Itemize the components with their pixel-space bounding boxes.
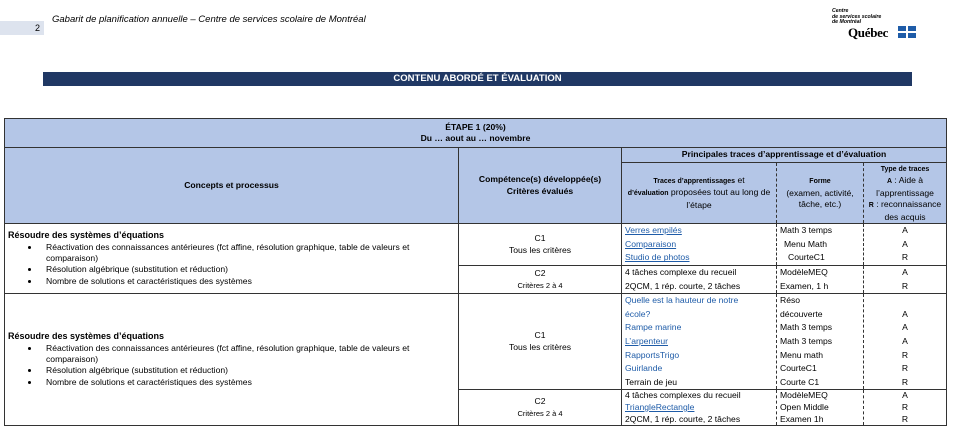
competence-criteria: Critères 2 à 4 <box>517 280 563 290</box>
planning-table <box>4 118 947 426</box>
forme-cell: Math 3 temps Menu Math CourteC1 <box>777 224 864 266</box>
subheader-traces: Traces d’apprentissages et d’évaluation proposées tout au long de l’étape <box>622 163 777 224</box>
subheader-type: Type de traces A : Aide à l’apprentissage R : reconnaissance des acquis <box>864 163 947 224</box>
etape-title: ÉTAPE 1 (20%) <box>445 121 506 132</box>
concept-bullet: • Réactivation des connaissances antérieures (fct affine, résolution graphique, table de valeurs et comparaison) <box>40 343 455 366</box>
competence-criteria: Tous les critères <box>508 341 572 352</box>
concept-title: Résoudre des systèmes d’équations <box>8 230 165 241</box>
competence-c2-cell <box>459 390 622 426</box>
trace-link[interactable]: Quelle est la hauteur de notre <box>625 295 739 306</box>
fleurdelise-flag-icon <box>898 26 916 38</box>
logo-small-text: Centre de services scolaire de Montréal <box>832 8 882 26</box>
concept-bullet: • Nombre de solutions et caractéristiques des systèmes <box>40 276 455 287</box>
section-banner: CONTENU ABORDÉ ET ÉVALUATION <box>43 72 912 86</box>
forme-cell: ModèleMEQ Examen, 1 h <box>777 266 864 294</box>
col-header-competences: Compétence(s) développée(s) Critères évalués <box>459 148 622 224</box>
concept-bullet: • Réactivation des connaissances antérieures (fct affine, résolution graphique, table de valeurs et comparaison) <box>40 242 455 265</box>
competence-label: C2 <box>534 396 546 407</box>
trace-link[interactable]: Studio de photos <box>625 252 690 263</box>
concept-bullet: • Résolution algébrique (substitution et réduction) <box>40 264 455 275</box>
document-title: Gabarit de planification annuelle – Centre de services scolaire de Montréal <box>52 14 366 25</box>
trace-link[interactable]: Comparaison <box>625 238 677 249</box>
quebec-logo <box>828 8 923 42</box>
concept-cell-2 <box>5 294 459 426</box>
col-header-concepts: Concepts et processus <box>5 148 459 224</box>
competence-criteria: Critères 2 à 4 <box>517 408 563 418</box>
type-cell: A A A R R R <box>864 294 947 390</box>
competence-c1-cell <box>459 294 622 390</box>
competence-criteria: Tous les critères <box>508 244 572 255</box>
concept-bullet: • Nombre de solutions et caractéristiques des systèmes <box>40 377 455 388</box>
subheader-forme: Forme (examen, activité, tâche, etc.) <box>777 163 864 224</box>
traces-cell: Quelle est la hauteur de notre école? Rampe marine L’arpenteur RapportsTrigo Guirlande Terrain de jeu <box>622 294 777 390</box>
trace-link[interactable]: Guirlande <box>625 363 663 374</box>
traces-cell: 4 tâches complexes du recueil TriangleRectangle 2QCM, 1 rép. courte, 2 tâches <box>622 390 777 426</box>
trace-link[interactable]: Rampe marine <box>625 322 682 333</box>
trace-link[interactable]: école? <box>625 308 651 319</box>
competence-c1-cell <box>459 224 622 266</box>
trace-link[interactable]: TriangleRectangle <box>625 401 695 412</box>
etape-header <box>5 119 947 148</box>
logo-quebec-text: Québec <box>848 25 889 40</box>
concept-cell-1 <box>5 224 459 294</box>
competence-label: C1 <box>534 330 546 341</box>
etape-dates: Du … aout au … novembre <box>420 133 531 143</box>
col-header-traces: Principales traces d’apprentissage et d’évaluation <box>622 148 947 163</box>
competence-c2-cell <box>459 266 622 294</box>
concept-title: Résoudre des systèmes d’équations <box>8 331 165 342</box>
forme-cell: ModèleMEQ Open Middle Examen 1h <box>777 390 864 426</box>
type-cell: A R <box>864 266 947 294</box>
traces-cell <box>622 224 777 266</box>
forme-cell: Réso découverte Math 3 temps Math 3 temps Menu math CourteC1 Courte C1 <box>777 294 864 390</box>
trace-link[interactable]: L’arpenteur <box>625 336 669 346</box>
competence-label: C1 <box>534 233 546 244</box>
page-number: 2 <box>0 21 44 35</box>
trace-link[interactable]: RapportsTrigo <box>625 349 680 360</box>
trace-link[interactable]: Verres empilés <box>625 225 682 236</box>
traces-cell: 4 tâches complexe du recueil 2QCM, 1 rép. courte, 2 tâches <box>622 266 777 294</box>
type-cell: A A R <box>864 224 947 266</box>
competence-label: C2 <box>534 268 546 279</box>
type-cell: A R R <box>864 390 947 426</box>
concept-bullet: • Résolution algébrique (substitution et réduction) <box>40 365 455 376</box>
